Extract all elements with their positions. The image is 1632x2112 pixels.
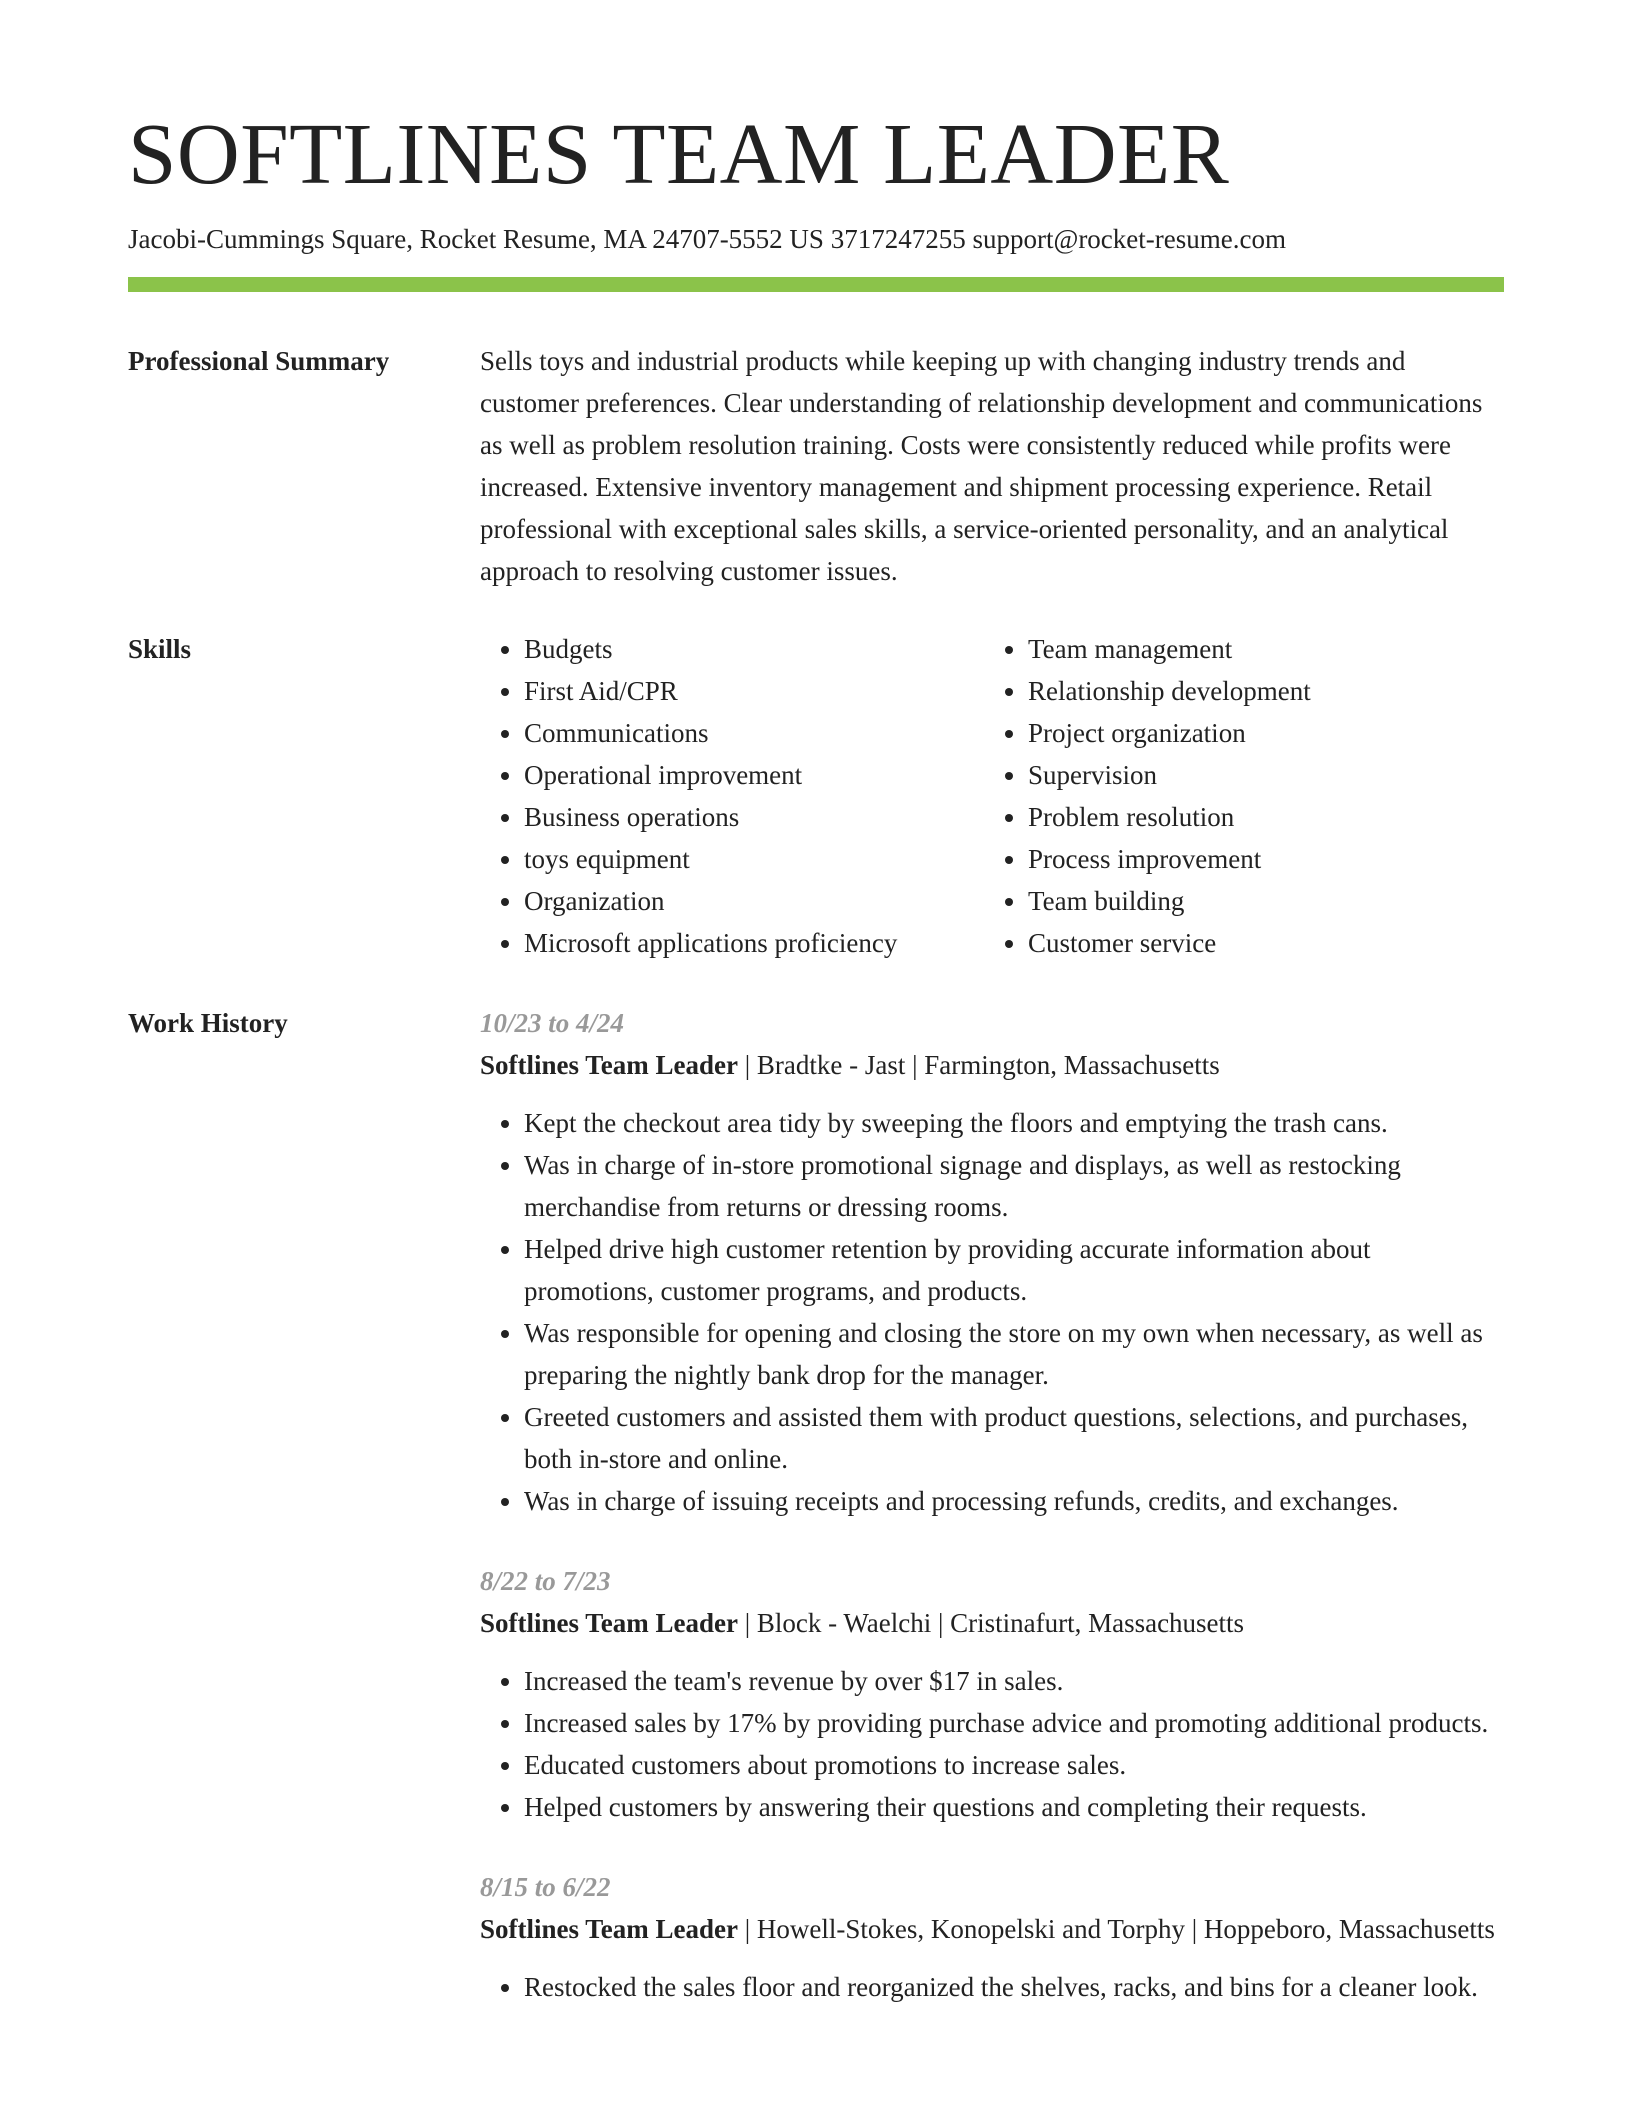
skill-item: • Budgets <box>524 628 984 670</box>
skill-item: • Communications <box>524 712 984 754</box>
job-bullet: • Helped customers by answering their questions and completing their requests. <box>524 1786 1504 1828</box>
job-bullet: • Restocked the sales floor and reorganized the shelves, racks, and bins for a cleaner look. <box>524 1966 1504 2008</box>
skill-item: • Team building <box>1028 880 1504 922</box>
job-title-line <box>480 1602 1504 1644</box>
job-title: Softlines Team Leader <box>480 1914 739 1945</box>
job-bullet: • Helped drive high customer retention by providing accurate information about promotions, customer programs, and products. <box>524 1228 1504 1312</box>
resume-name-heading: SOFTLINES TEAM LEADER <box>128 105 1230 202</box>
skill-item: • Relationship development <box>1028 670 1504 712</box>
job-bullet: • Greeted customers and assisted them with product questions, selections, and purchases, both in-store and online. <box>524 1396 1504 1480</box>
job-employer-location: | Block - Waelchi | Cristinafurt, Massachusetts <box>738 1608 1245 1639</box>
skill-item: • Microsoft applications proficiency <box>524 922 984 964</box>
contact-line: Jacobi-Cummings Square, Rocket Resume, MA 24707-5552 US 3717247255 support@rocket-resume.com <box>128 224 1286 254</box>
skills-list-right <box>984 628 1504 964</box>
job-bullets <box>480 1102 1504 1522</box>
job-bullet: • Kept the checkout area tidy by sweeping the floors and emptying the trash cans. <box>524 1102 1504 1144</box>
job-bullet: • Increased the team's revenue by over $17 in sales. <box>524 1660 1504 1702</box>
job-bullet: • Educated customers about promotions to increase sales. <box>524 1744 1504 1786</box>
skill-item: • toys equipment <box>524 838 984 880</box>
skill-item: • Team management <box>1028 628 1504 670</box>
summary-section-title: Professional Summary <box>128 346 390 377</box>
job-title-line <box>480 1044 1504 1086</box>
job-bullets <box>480 1660 1504 1828</box>
job-date: 8/22 to 7/23 <box>480 1566 611 1597</box>
job-entry <box>480 1560 1504 1828</box>
skill-item: • Operational improvement <box>524 754 984 796</box>
skill-item: • Process improvement <box>1028 838 1504 880</box>
job-bullet: • Was in charge of issuing receipts and processing refunds, credits, and exchanges. <box>524 1480 1504 1522</box>
job-bullets <box>480 1966 1504 2008</box>
skill-item: • Supervision <box>1028 754 1504 796</box>
job-date: 10/23 to 4/24 <box>480 1008 625 1039</box>
job-entry <box>480 1002 1504 1522</box>
skill-item: • Project organization <box>1028 712 1504 754</box>
skills-section-title: Skills <box>128 634 192 665</box>
job-title-line <box>480 1908 1504 1950</box>
job-bullet: • Was in charge of in-store promotional signage and displays, as well as restocking merchandise from returns or dressing rooms. <box>524 1144 1504 1228</box>
summary-section <box>128 340 1504 592</box>
skills-list-left <box>480 628 984 964</box>
work-history-section <box>128 1002 1504 2046</box>
skill-item: • Organization <box>524 880 984 922</box>
job-bullet: • Was responsible for opening and closing the store on my own when necessary, as well as preparing the nightly bank drop for the manager. <box>524 1312 1504 1396</box>
job-employer-location: | Howell-Stokes, Konopelski and Torphy | Hoppeboro, Massachusetts <box>738 1914 1495 1945</box>
summary-text: Sells toys and industrial products while keeping up with changing industry trends and customer preferences. Clear understanding of relationship development and communications as well as problem resolution training. Costs were consistently reduced while profits were increased. Extensive inventory management and shipment processing experience. Retail professional with exceptional sales skills, a service-oriented personality, and an analytical approach to resolving customer issues. <box>480 346 1483 587</box>
job-date: 8/15 to 6/22 <box>480 1872 611 1903</box>
resume-page <box>128 105 1504 2046</box>
skill-item: • Problem resolution <box>1028 796 1504 838</box>
skill-item: • Business operations <box>524 796 984 838</box>
skill-item: • First Aid/CPR <box>524 670 984 712</box>
job-title: Softlines Team Leader <box>480 1050 739 1081</box>
job-title: Softlines Team Leader <box>480 1608 739 1639</box>
work-history-section-title: Work History <box>128 1008 288 1039</box>
skill-item: • Customer service <box>1028 922 1504 964</box>
skills-section <box>128 628 1504 964</box>
job-employer-location: | Bradtke - Jast | Farmington, Massachusetts <box>738 1050 1220 1081</box>
job-bullet: • Increased sales by 17% by providing purchase advice and promoting additional products. <box>524 1702 1504 1744</box>
job-entry <box>480 1866 1504 2008</box>
accent-divider <box>128 277 1504 292</box>
